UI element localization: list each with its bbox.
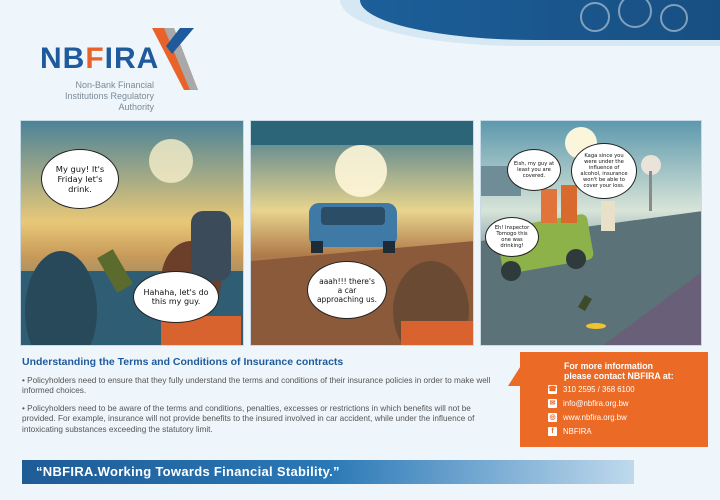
comic-panel-1: [20, 120, 244, 346]
speech-bubble: Hahaha, let's do this my guy.: [133, 271, 219, 323]
speech-bubble: My guy! It's Friday let's drink.: [41, 149, 119, 209]
logo-wordmark: NBFIRA: [40, 42, 160, 75]
contact-website[interactable]: ◎ www.nbfira.org.bw: [549, 413, 627, 422]
speech-bubble: Kaga since you were under the influence of alcohol, insurance won't be able to cover your loss.: [571, 143, 637, 199]
bullet-item: • Policyholders need to be aware of the terms and conditions, penalties, excesses or restrictions in which benefits will not be provided. For example, insurance will not provide benefits to the insured involved in car accident, while under the influence of intoxicating substances exceeding the statutory limit.: [22, 403, 475, 434]
comic-panel-3: [480, 120, 702, 346]
bullet-item: • Policyholders need to ensure that they fully understand the terms and conditions of their insurance policies in order to make well informed choices.: [22, 376, 491, 396]
speech-bubble: Eish, my guy at least you are covered.: [507, 149, 561, 191]
nbfira-logo: [36, 20, 216, 115]
tagline-banner: “NBFIRA.Working Towards Financial Stability.”: [22, 460, 634, 484]
web-icon: ◎: [549, 414, 556, 421]
info-heading: Understanding the Terms and Conditions of Insurance contracts: [22, 356, 344, 368]
phone-icon: ☎: [548, 386, 557, 393]
decorative-circle: [618, 0, 652, 28]
speech-bubble: Eh! Inspector Tomogo this one was drinking!: [485, 217, 539, 257]
contact-title: For more information please contact NBFIRA at:: [564, 361, 674, 381]
contact-facebook[interactable]: f NBFIRA: [564, 426, 698, 437]
decorative-circle: [660, 4, 688, 32]
facebook-icon: f: [548, 427, 557, 436]
contact-box: [520, 352, 708, 447]
speech-bubble: aaah!!! there's a car approaching us.: [307, 261, 387, 319]
info-bullets: [22, 376, 492, 442]
decorative-circle: [580, 2, 610, 32]
logo-subtitle: Non-Bank Financial Institutions Regulatory Authority: [64, 80, 154, 112]
contact-phone[interactable]: ☎ 310 2595 / 368 6100: [548, 385, 635, 394]
comic-panel-2: [250, 120, 474, 346]
email-icon: ✉: [549, 400, 556, 407]
contact-email[interactable]: ✉ info@nbfira.org.bw: [549, 399, 629, 408]
